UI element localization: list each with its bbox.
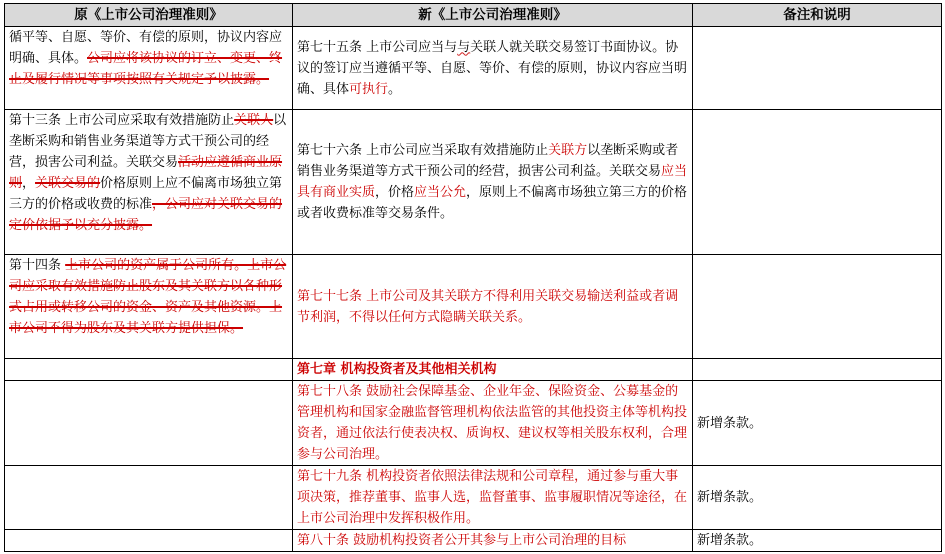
old-text-cell: 第十四条 上市公司的资产属于公司所有。上市公司应采取有效措施防止股东及其关联方以各种形式占用或转移公司的资金、资产及其他资源。上市公司不得为股东及其关联方提供担保。 <box>5 255 293 359</box>
old-text-cell <box>5 466 293 530</box>
note-cell: 新增条款。 <box>693 466 942 530</box>
table-row <box>5 110 942 255</box>
note-cell <box>693 110 942 255</box>
old-text-cell <box>5 359 293 381</box>
note-cell: 新增条款。 <box>693 381 942 466</box>
comparison-table <box>4 3 942 552</box>
header-notes: 备注和说明 <box>693 4 942 27</box>
new-text-cell: 第七十八条 鼓励社会保障基金、企业年金、保险资金、公募基金的管理机构和国家金融监督管理机构依法监管的其他投资主体等机构投资者，通过依法行使表决权、质询权、建议权等相关股东权利，合理参与公司治理。 <box>293 381 693 466</box>
note-cell <box>693 359 942 381</box>
table-row <box>5 255 942 359</box>
new-text-cell: 第八十条 鼓励机构投资者公开其参与上市公司治理的目标 <box>293 530 693 552</box>
old-text-cell: 第十三条 上市公司应采取有效措施防止关联人以垄断采购和销售业务渠道等方式干预公司的经营，损害公司利益。关联交易活动应遵循商业原则，关联交易的价格原则上应不偏离市场独立第三方的价格或收费的标准，公司应对关联交易的定价依据予以充分披露。 <box>5 110 293 255</box>
header-row <box>5 4 942 27</box>
new-text-cell: 第七十九条 机构投资者依照法律法规和公司章程，通过参与重大事项决策，推荐董事、监事人选，监督董事、监事履职情况等途径，在上市公司治理中发挥积极作用。 <box>293 466 693 530</box>
old-text-cell <box>5 530 293 552</box>
note-cell <box>693 27 942 110</box>
table-row <box>5 359 942 381</box>
table-row <box>5 27 942 110</box>
table-row <box>5 381 942 466</box>
table-row <box>5 466 942 530</box>
old-text-cell <box>5 381 293 466</box>
old-text-cell: 循平等、自愿、等价、有偿的原则，协议内容应明确、具体。公司应将该协议的订立、变更、终止及履行情况等事项按照有关规定予以披露。 <box>5 27 293 110</box>
note-cell: 新增条款。 <box>693 530 942 552</box>
note-cell <box>693 255 942 359</box>
chapter-heading-cell: 第七章 机构投资者及其他相关机构 <box>293 359 693 381</box>
new-text-cell: 第七十五条 上市公司应当与与关联人就关联交易签订书面协议。协议的签订应当遵循平等、自愿、等价、有偿的原则，协议内容应当明确、具体可执行。 <box>293 27 693 110</box>
header-new-rules: 新《上市公司治理准则》 <box>293 4 693 27</box>
table-row <box>5 530 942 552</box>
header-old-rules: 原《上市公司治理准则》 <box>5 4 293 27</box>
new-text-cell: 第七十七条 上市公司及其关联方不得利用关联交易输送利益或者调节利润，不得以任何方式隐瞒关联关系。 <box>293 255 693 359</box>
new-text-cell: 第七十六条 上市公司应当采取有效措施防止关联方以垄断采购或者销售业务渠道等方式干预公司的经营，损害公司利益。关联交易应当具有商业实质，价格应当公允，原则上不偏离市场独立第三方的价格或者收费标准等交易条件。 <box>293 110 693 255</box>
